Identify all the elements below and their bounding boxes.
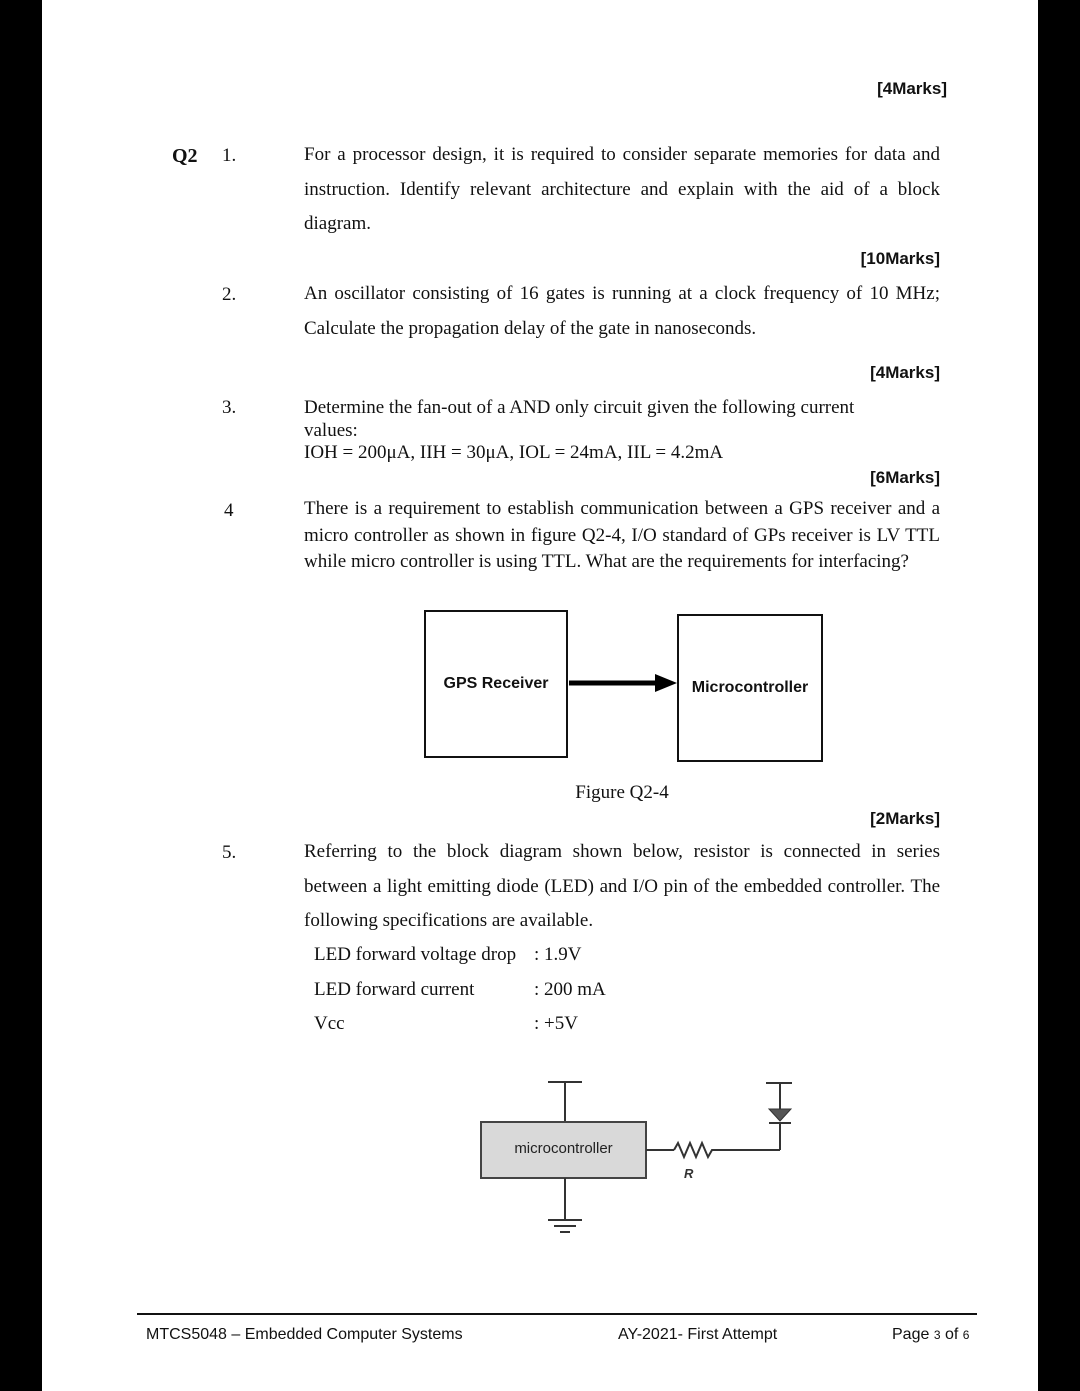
q3-marks: [6Marks] <box>870 468 940 487</box>
q2-text: An oscillator consisting of 16 gates is running at a clock frequency of 10 MHz; Calculate the propagation delay of the gate in nanoseconds. <box>304 283 940 339</box>
page-current: 3 <box>933 1328 941 1342</box>
spec-label: LED forward current <box>314 979 475 1000</box>
page-prefix: Page <box>892 1326 934 1343</box>
page-of: of <box>940 1326 963 1343</box>
footer-divider <box>137 1313 977 1315</box>
page-total: 6 <box>962 1328 970 1342</box>
spec-value: : 200 mA <box>534 979 606 1000</box>
exam-page <box>42 0 1038 1391</box>
q2-marks: [4Marks] <box>870 363 940 382</box>
q3-values: IOH = 200μA, IIH = 30μA, IOL = 24mA, IIL = 4.2mA <box>304 442 724 463</box>
marks-top: [4Marks] <box>877 79 947 98</box>
question-label: Q2 <box>172 145 198 167</box>
q4-marks: [2Marks] <box>870 809 940 828</box>
q3-number: 3. <box>222 397 237 418</box>
q2-number: 2. <box>222 284 237 305</box>
gps-receiver-label: GPS Receiver <box>443 675 549 692</box>
footer-page-number <box>892 1326 969 1344</box>
spec-value: : +5V <box>534 1013 578 1034</box>
led-circuit-diagram <box>472 1075 792 1245</box>
q4-text: There is a requirement to establish communication between a GPS receiver and a micro controller as shown in figure Q2-4, I/O standard of GPs receiver is LV TTL while micro controller is using TTL. What are the requirements for interfacing? <box>304 498 940 572</box>
spec-label: LED forward voltage drop <box>314 944 517 965</box>
spec-list <box>42 944 1038 1044</box>
q3-text: Determine the fan-out of a AND only circuit given the following current values: <box>304 397 855 441</box>
spec-value: : 1.9V <box>534 944 582 965</box>
gps-receiver-block <box>424 610 568 758</box>
footer-course: MTCS5048 – Embedded Computer Systems <box>146 1326 463 1343</box>
q5-number: 5. <box>222 842 237 863</box>
spec-label: Vcc <box>314 1013 345 1034</box>
figure-caption: Figure Q2-4 <box>575 782 669 803</box>
diagram-block-label: microcontroller <box>514 1140 613 1157</box>
q1-text: For a processor design, it is required to consider separate memories for data and instruction. Identify relevant architecture and explain with the aid of a block diagram. <box>304 144 940 234</box>
microcontroller-label: Microcontroller <box>691 679 809 696</box>
q4-number: 4 <box>224 500 234 521</box>
connection-arrow <box>567 670 679 696</box>
q1-marks: [10Marks] <box>860 249 940 268</box>
q1-number: 1. <box>222 145 237 166</box>
resistor-label: R <box>684 1166 694 1181</box>
microcontroller-block <box>677 614 823 762</box>
footer-attempt: AY-2021- First Attempt <box>618 1326 778 1343</box>
q5-text: Referring to the block diagram shown below, resistor is connected in series between a light emitting diode (LED) and I/O pin of the embedded controller. The following specifications are available. <box>304 841 940 931</box>
